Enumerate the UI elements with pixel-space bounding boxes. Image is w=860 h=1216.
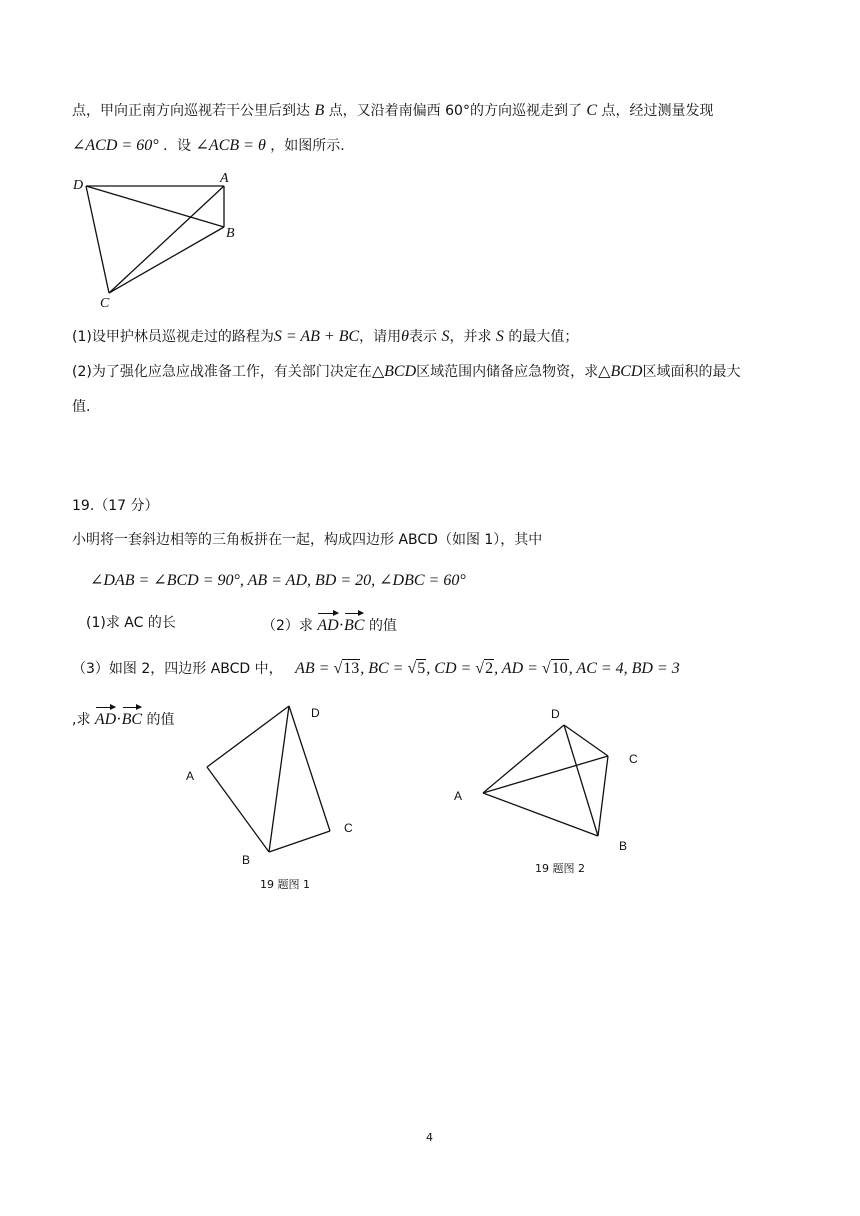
vector-ad: AD xyxy=(317,610,338,636)
q19-header: 19.（17 分） xyxy=(72,498,159,514)
fig2-label-a: A xyxy=(454,789,463,803)
q19-part1: (1)求 AC 的长 xyxy=(86,615,176,631)
fig1-label-c: C xyxy=(344,821,353,835)
fig2-label-c: C xyxy=(629,752,638,766)
fig1-label-a: A xyxy=(186,769,195,783)
angle-acd: ∠ACD = 60° xyxy=(72,137,159,154)
fig1-label-d: D xyxy=(311,706,320,720)
fig18-label-d: D xyxy=(73,178,84,193)
fig1-caption: 19 题图 1 xyxy=(260,878,310,891)
fig18-label-a: A xyxy=(220,171,229,186)
page-number: 4 xyxy=(426,1131,433,1144)
q19-part3-cont: ,求 AD·BC 的值 xyxy=(72,704,174,730)
q19-part3: （3）如图 2，四边形 ABCD 中， AB = √13, BC = √5, CD = √2, AD = √10, AC = 4, BD = 3 xyxy=(72,660,680,677)
vector-bc: BC xyxy=(344,610,364,636)
text-line-1: 点，甲向正南方向巡视若干公里后到达 B 点，又沿着南偏西 60°的方向巡视走到了 C 点，经过测量发现 xyxy=(72,102,714,119)
q19-intro: 小明将一套斜边相等的三角板拼在一起，构成四边形 ABCD（如图 1），其中 xyxy=(72,532,543,548)
fig2-label-d: D xyxy=(551,707,560,721)
text-line-2: ∠ACD = 60° ．设 ∠ACB = θ ，如图所示. xyxy=(72,137,345,154)
q19-part2: （2）求 AD·BC 的值 xyxy=(262,610,397,636)
fig18-label-c: C xyxy=(100,296,110,311)
fig1-label-b: B xyxy=(242,853,251,867)
angle-acb: ∠ACB = θ xyxy=(195,137,266,154)
question-2-cont: 值. xyxy=(72,399,91,415)
point-b: B xyxy=(314,102,325,119)
question-2: (2)为了强化应急应战准备工作，有关部门决定在△BCD区域范围内储备应急物资，求△BCD区域面积的最大 xyxy=(72,363,741,380)
fig18-label-b: B xyxy=(226,226,235,241)
fig2-label-b: B xyxy=(619,839,628,853)
point-c: C xyxy=(586,102,598,119)
question-1: (1)设甲护林员巡视走过的路程为S = AB + BC，请用θ表示 S，并求 S 的最大值； xyxy=(72,328,579,345)
q19-condition: ∠DAB = ∠BCD = 90°, AB = AD, BD = 20, ∠DBC = 60° xyxy=(90,572,466,589)
fig2-caption: 19 题图 2 xyxy=(535,862,585,875)
